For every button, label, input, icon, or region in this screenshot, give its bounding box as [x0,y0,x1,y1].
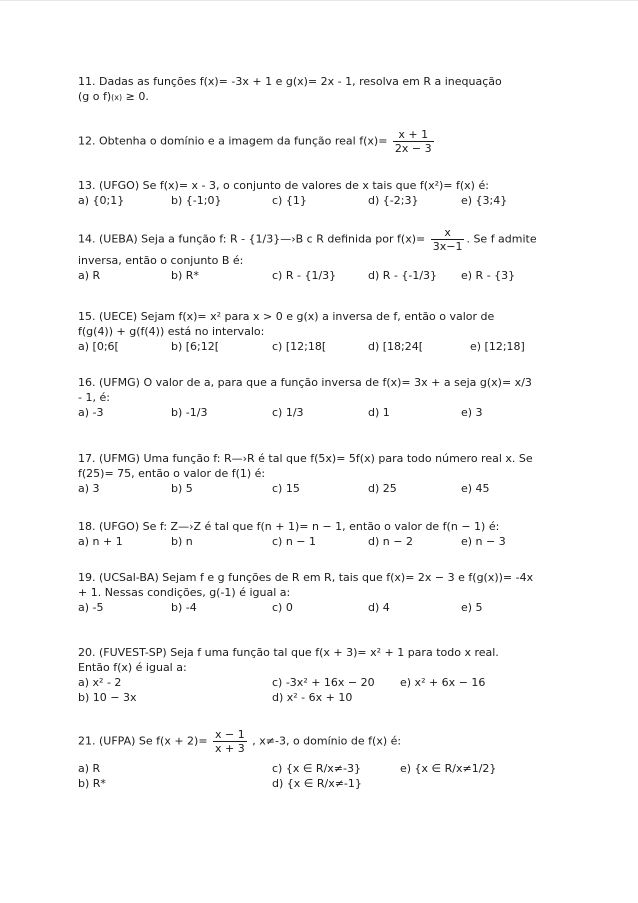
question-20 [78,645,570,705]
option-d: d) R - {-1/3} [368,269,438,282]
question-11 [78,74,570,105]
question-18-stem: 18. (UFGO) Se f: Z—›Z é tal que f(n + 1)= n − 1, então o valor de f(n − 1) é: [78,520,500,533]
option-b: b) 10 − 3x [78,691,137,704]
question-12-fraction [393,128,434,155]
question-16-line-1: 16. (UFMG) O valor de a, para que a função inversa de f(x)= 3x + a seja g(x)= x/3 [78,376,532,389]
question-12-line-1 [78,128,570,155]
option-b: b) n [171,535,193,548]
question-11-composition: (g o f) [78,90,112,103]
option-b: b) {-1;0} [171,194,222,207]
question-14 [78,226,570,283]
question-21-options-row-1 [78,761,570,776]
question-11-subscript: (x) [111,93,123,102]
option-b: b) -1/3 [171,406,208,419]
question-16-options [78,405,570,420]
option-d: d) 25 [368,482,397,495]
option-d: d) 1 [368,406,390,419]
option-c: c) {1} [272,194,307,207]
option-a: a) -5 [78,601,104,614]
question-14-fraction [431,226,465,253]
question-11-line-1: 11. Dadas as funções f(x)= -3x + 1 e g(x)= 2x - 1, resolva em R a inequação [78,75,502,88]
question-20-options-row-1 [78,675,570,690]
option-d: d) {x ∈ R/x≠-1} [272,777,362,790]
option-e: e) 3 [461,406,483,419]
option-e: e) {x ∈ R/x≠1/2} [400,762,497,775]
question-18-options [78,534,570,549]
question-15-options [78,339,570,354]
question-21-stem-end: , x≠-3, o domínio de f(x) é: [252,734,402,748]
question-19-line-2: + 1. Nessas condições, g(-1) é igual a: [78,586,291,599]
option-a: a) [0;6[ [78,340,119,353]
option-a: a) R [78,269,101,282]
question-21-fraction [213,728,247,755]
option-c: c) 0 [272,601,293,614]
question-13-stem: 13. (UFGO) Se f(x)= x - 3, o conjunto de valores de x tais que f(x²)= f(x) é: [78,179,489,192]
option-b: b) [6;12[ [171,340,220,353]
option-a: a) x² - 2 [78,676,122,689]
question-14-stem: 14. (UEBA) Seja a função f: R - {1/3}—›B c R definida por f(x)= [78,232,426,246]
question-13 [78,178,570,208]
fraction-numerator: x [444,226,451,239]
fraction-numerator: x − 1 [215,728,245,741]
question-15-line-2: f(g(4)) + g(f(4)) está no intervalo: [78,325,265,338]
question-17-line-1: 17. (UFMG) Uma função f: R—›R é tal que f(5x)= 5f(x) para todo número real x. Se [78,452,533,465]
option-d: d) [18;24[ [368,340,424,353]
question-19-options [78,600,570,615]
option-e: e) x² + 6x − 16 [400,676,486,689]
fraction-denominator: x + 3 [215,742,245,755]
question-14-line-1 [78,226,570,253]
question-16-line-2: - 1, é: [78,391,110,404]
page-top-edge [0,0,638,1]
option-a: a) 3 [78,482,100,495]
question-11-line-2 [78,89,570,105]
option-c: c) -3x² + 16x − 20 [272,676,375,689]
question-21-stem: 21. (UFPA) Se f(x + 2)= [78,734,208,748]
option-e: e) 5 [461,601,483,614]
question-15-line-1: 15. (UECE) Sejam f(x)= x² para x > 0 e g(x) a inversa de f, então o valor de [78,310,495,323]
option-c: c) n − 1 [272,535,317,548]
question-20-line-1: 20. (FUVEST-SP) Seja f uma função tal que f(x + 3)= x² + 1 para todo x real. [78,646,499,659]
option-d: d) {-2;3} [368,194,419,207]
option-c: c) 1/3 [272,406,304,419]
option-e: e) [12;18] [470,340,525,353]
question-19 [78,570,570,615]
option-e: e) n − 3 [461,535,506,548]
question-12 [78,128,570,155]
question-14-options [78,268,570,283]
question-21-line-1 [78,728,570,755]
question-16 [78,375,570,420]
question-13-options [78,193,570,208]
fraction-denominator: 2x − 3 [394,142,432,155]
option-a: a) {0;1} [78,194,125,207]
option-b: b) R* [171,269,199,282]
option-b: b) -4 [171,601,197,614]
question-15 [78,309,570,354]
option-e: e) {3;4} [461,194,508,207]
option-d: d) n − 2 [368,535,413,548]
question-11-inequality: ≥ 0. [122,90,149,103]
question-20-options-row-2 [78,690,570,705]
option-b: b) R* [78,777,106,790]
question-17 [78,451,570,496]
option-d: d) 4 [368,601,390,614]
option-a: a) n + 1 [78,535,123,548]
question-17-line-2: f(25)= 75, então o valor de f(1) é: [78,467,266,480]
question-21-options-row-2 [78,776,570,791]
question-14-stem-end: . Se f admite [466,232,537,246]
question-17-options [78,481,570,496]
option-d: d) x² - 6x + 10 [272,691,353,704]
question-14-line-2: inversa, então o conjunto B é: [78,254,244,267]
option-c: c) R - {1/3} [272,269,337,282]
option-c: c) [12;18[ [272,340,327,353]
option-a: a) R [78,762,101,775]
question-12-stem: 12. Obtenha o domínio e a imagem da função real f(x)= [78,134,388,148]
fraction-numerator: x + 1 [398,128,429,141]
question-20-line-2: Então f(x) é igual a: [78,661,187,674]
question-19-line-1: 19. (UCSal-BA) Sejam f e g funções de R em R, tais que f(x)= 2x − 3 e f(g(x))= -4x [78,571,534,584]
option-b: b) 5 [171,482,193,495]
question-18 [78,519,570,549]
option-c: c) {x ∈ R/x≠-3} [272,762,361,775]
fraction-denominator: 3x−1 [432,240,463,253]
question-21 [78,728,570,791]
option-a: a) -3 [78,406,104,419]
option-e: e) 45 [461,482,490,495]
option-e: e) R - {3} [461,269,516,282]
option-c: c) 15 [272,482,300,495]
